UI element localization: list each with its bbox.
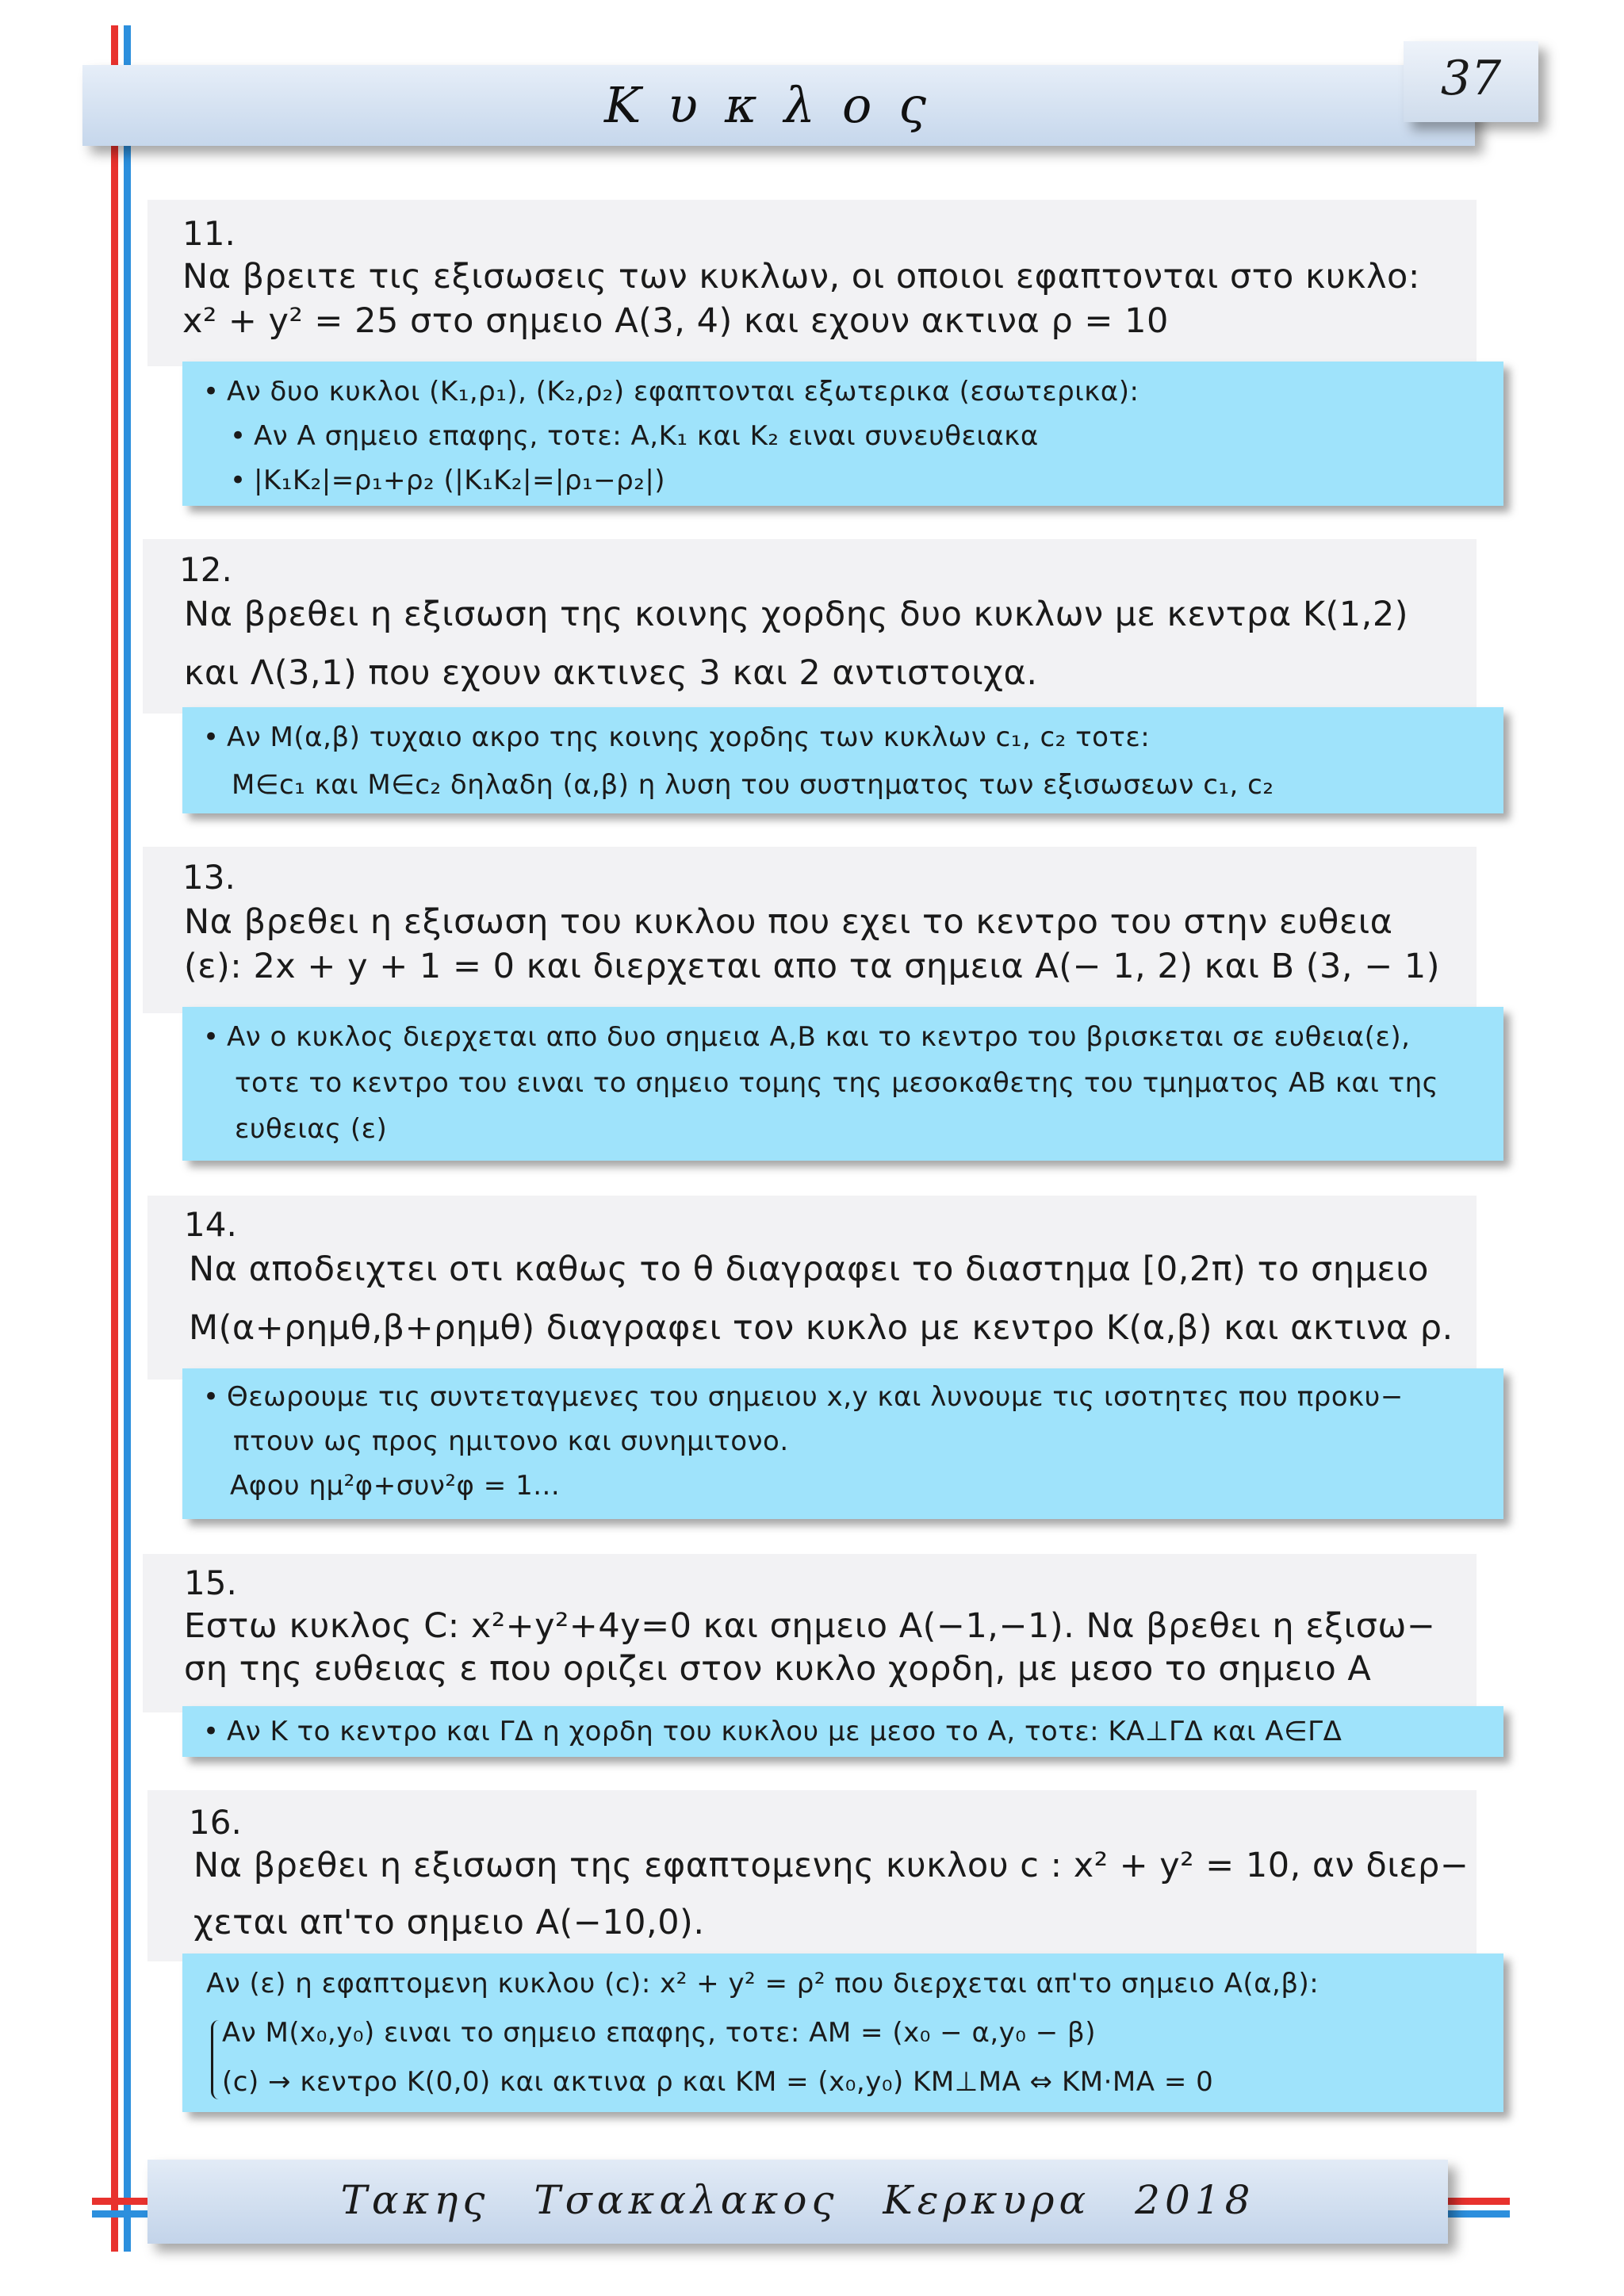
bottom-left-red-line <box>92 2198 155 2205</box>
hint-box-12 <box>182 707 1503 813</box>
problem-16 <box>147 1790 1477 1961</box>
hint-line: ευθειας (ε) <box>235 1113 388 1145</box>
hint-line: (c) → κεντρο Κ(0,0) και ακτινα ρ και ΚΜ = (x₀,y₀) ΚΜ⊥ΜΑ ⇔ ΚΜ·ΜΑ = 0 <box>222 2066 1214 2098</box>
bottom-left-blue-line <box>92 2210 155 2218</box>
problem-12 <box>143 539 1477 714</box>
problem-text-line: και Λ(3,1) που εχουν ακτινες 3 και 2 αντιστοιχα. <box>184 653 1038 693</box>
bottom-right-blue-line <box>1443 2210 1510 2218</box>
problem-text-line: Να βρεθει η εξισωση της εφαπτομενης κυκλου c : x² + y² = 10, αν διερ− <box>193 1846 1469 1885</box>
hint-line: • |Κ₁Κ₂|=ρ₁+ρ₂ (|Κ₁Κ₂|=|ρ₁−ρ₂|) <box>230 465 666 496</box>
problem-text-line: Να βρεθει η εξισωση της κοινης χορδης δυο κυκλων με κεντρα Κ(1,2) <box>184 595 1408 634</box>
hint-line: • Αν Α σημειο επαφης, τοτε: Α,Κ₁ και Κ₂ ειναι συνευθειακα <box>230 420 1039 452</box>
hint-line: • Θεωρουμε τις συντεταγμενες του σημειου x,y και λυνουμε τις ισοτητες που προκυ− <box>203 1381 1404 1413</box>
problem-11 <box>147 200 1477 366</box>
hint-line: • Αν δυο κυκλοι (Κ₁,ρ₁), (Κ₂,ρ₂) εφαπτονται εξωτερικα (εσωτερικα): <box>203 376 1139 408</box>
left-blue-bar <box>124 25 131 2252</box>
problem-number: 11. <box>182 214 236 253</box>
problem-number: 16. <box>189 1803 242 1842</box>
bottom-right-red-line <box>1443 2198 1510 2205</box>
problem-text-line: Εστω κυκλος C: x²+y²+4y=0 και σημειο Α(−1,−1). Να βρεθει η εξισω− <box>184 1606 1436 1646</box>
problem-text-line: ση της ευθειας ε που οριζει στον κυκλο χορδη, με μεσο το σημειο Α <box>184 1649 1372 1689</box>
case-bracket <box>211 2020 221 2099</box>
hint-line: τοτε το κεντρο του ειναι το σημειο τομης της μεσοκαθετης του τμηματος ΑΒ και της <box>235 1067 1439 1099</box>
hint-line: • Αν Κ το κεντρο και ΓΔ η χορδη του κυκλου με μεσο το Α, τοτε: ΚΑ⊥ΓΔ και Α∈ΓΔ <box>203 1716 1342 1747</box>
hint-line: • Αν ο κυκλος διερχεται απο δυο σημεια Α,Β και το κεντρο του βρισκεται σε ευθεια(ε), <box>203 1021 1411 1053</box>
problem-text-line: Να αποδειχτει οτι καθως το θ διαγραφει το διαστημα [0,2π) το σημειο <box>189 1249 1429 1289</box>
page-number-box <box>1404 41 1538 122</box>
hint-box-15 <box>182 1706 1503 1757</box>
hint-line: • Αν Μ(α,β) τυχαιο ακρο της κοινης χορδης των κυκλων c₁, c₂ τοτε: <box>203 721 1151 753</box>
page-title: Κυκλος <box>603 76 953 134</box>
problem-number: 13. <box>182 858 236 897</box>
hint-line: Αν Μ(x₀,y₀) ειναι το σημειο επαφης, τοτε: ΑΜ = (x₀ − α,y₀ − β) <box>222 2017 1096 2049</box>
problem-number: 12. <box>179 550 232 589</box>
problem-14 <box>147 1196 1477 1380</box>
problem-text-line: Να βρεθει η εξισωση του κυκλου που εχει το κεντρο του στην ευθεια <box>184 902 1393 942</box>
problem-text-line: (ε): 2x + y + 1 = 0 και διερχεται απο τα σημεια Α(− 1, 2) και Β (3, − 1) <box>184 947 1441 986</box>
hint-line: Μ∈c₁ και Μ∈c₂ δηλαδη (α,β) η λυση του συστηματος των εξισωσεων c₁, c₂ <box>232 769 1274 801</box>
problem-13 <box>143 847 1477 1013</box>
problem-text-line: Μ(α+ρημθ,β+ρημθ) διαγραφει τον κυκλο με κεντρο Κ(α,β) και ακτινα ρ. <box>189 1308 1454 1348</box>
hint-box-13 <box>182 1007 1503 1161</box>
problem-text-line: x² + y² = 25 στο σημειο Α(3, 4) και εχουν ακτινα ρ = 10 <box>182 301 1169 341</box>
header-banner <box>82 65 1475 146</box>
problem-number: 15. <box>184 1563 237 1602</box>
problem-number: 14. <box>184 1205 237 1244</box>
left-red-bar <box>111 25 118 2252</box>
hint-line: Αν (ε) η εφαπτομενη κυκλου (c): x² + y² = ρ² που διερχεται απ'το σημειο Α(α,β): <box>206 1968 1320 1999</box>
footer-banner <box>147 2160 1448 2244</box>
hint-box-16 <box>182 1954 1503 2112</box>
hint-box-11 <box>182 362 1503 506</box>
footer-text: Τακης Τσακαλακος Κερκυρα 2018 <box>340 2177 1255 2223</box>
page-number: 37 <box>1440 51 1502 106</box>
problem-15 <box>143 1554 1477 1712</box>
problem-text-line: χεται απ'το σημειο Α(−10,0). <box>193 1903 705 1942</box>
hint-line: Αφου ημ²φ+συν²φ = 1... <box>230 1470 561 1502</box>
hint-box-14 <box>182 1368 1503 1519</box>
problem-text-line: Να βρειτε τις εξισωσεις των κυκλων, οι οποιοι εφαπτονται στο κυκλο: <box>182 257 1420 297</box>
hint-line: πτουν ως προς ημιτονο και συνημιτονο. <box>233 1425 789 1457</box>
